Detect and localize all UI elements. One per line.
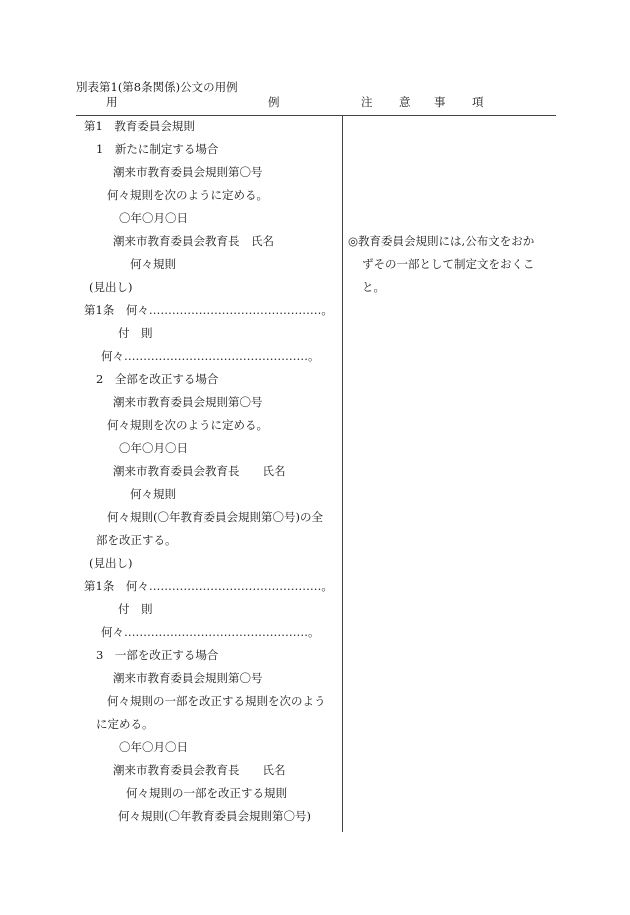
example-line: 何々規則を次のように定める。 — [107, 418, 268, 432]
note-line: ずその一部として制定文をおくこ — [362, 257, 535, 271]
example-date: 〇年〇月〇日 — [119, 740, 188, 754]
example-line: 付 則 — [118, 326, 153, 340]
subsection-heading: 3 一部を改正する場合 — [96, 648, 219, 662]
example-line: 何々規則 — [130, 257, 176, 271]
example-line: 何々…………………………………………。 — [101, 625, 320, 639]
header-i: 意 — [399, 95, 411, 109]
example-signature: 潮来市教育委員会教育長 氏名 — [113, 763, 286, 777]
example-line: 何々規則の一部を改正する規則 — [126, 786, 287, 800]
example-date: 〇年〇月〇日 — [119, 441, 188, 455]
document-title: 別表第1(第8条関係)公文の用例 — [76, 80, 238, 94]
section-heading: 第1 教育委員会規則 — [84, 119, 195, 133]
example-signature: 潮来市教育委員会教育長 氏名 — [113, 464, 286, 478]
column-divider — [342, 116, 343, 832]
example-line: 何々規則の一部を改正する規則を次のよう — [107, 694, 326, 708]
subsection-heading: 1 新たに制定する場合 — [96, 142, 219, 156]
example-line: 何々規則(〇年教育委員会規則第〇号) — [118, 809, 311, 823]
example-line: (見出し) — [89, 280, 133, 294]
subsection-heading: 2 全部を改正する場合 — [96, 372, 219, 386]
example-line: 何々…………………………………………。 — [101, 349, 320, 363]
header-ji: 事 — [434, 95, 446, 109]
example-line: 部を改正する。 — [96, 533, 177, 547]
example-date: 〇年〇月〇日 — [119, 211, 188, 225]
example-signature: 潮来市教育委員会教育長 氏名 — [113, 234, 274, 248]
note-line: ◎教育委員会規則には,公布文をおか — [348, 234, 535, 248]
example-line: 何々規則(〇年教育委員会規則第〇号)の全 — [107, 510, 323, 524]
example-line: 付 則 — [118, 602, 153, 616]
example-line: 潮来市教育委員会規則第〇号 — [113, 395, 263, 409]
header-rule — [76, 115, 556, 116]
example-line: 何々規則 — [130, 487, 176, 501]
header-yo: 用 — [106, 95, 118, 109]
example-line: (見出し) — [89, 556, 133, 570]
example-line: 潮来市教育委員会規則第〇号 — [113, 165, 263, 179]
example-line: 潮来市教育委員会規則第〇号 — [113, 671, 263, 685]
header-chu: 注 — [361, 95, 373, 109]
header-rei: 例 — [268, 95, 280, 109]
example-line: 何々規則を次のように定める。 — [107, 188, 268, 202]
example-article: 第1条 何々………………………………………。 — [84, 579, 333, 593]
note-line: と。 — [362, 280, 385, 294]
example-line: に定める。 — [96, 717, 154, 731]
example-article: 第1条 何々………………………………………。 — [84, 303, 333, 317]
header-ko: 項 — [472, 95, 484, 109]
